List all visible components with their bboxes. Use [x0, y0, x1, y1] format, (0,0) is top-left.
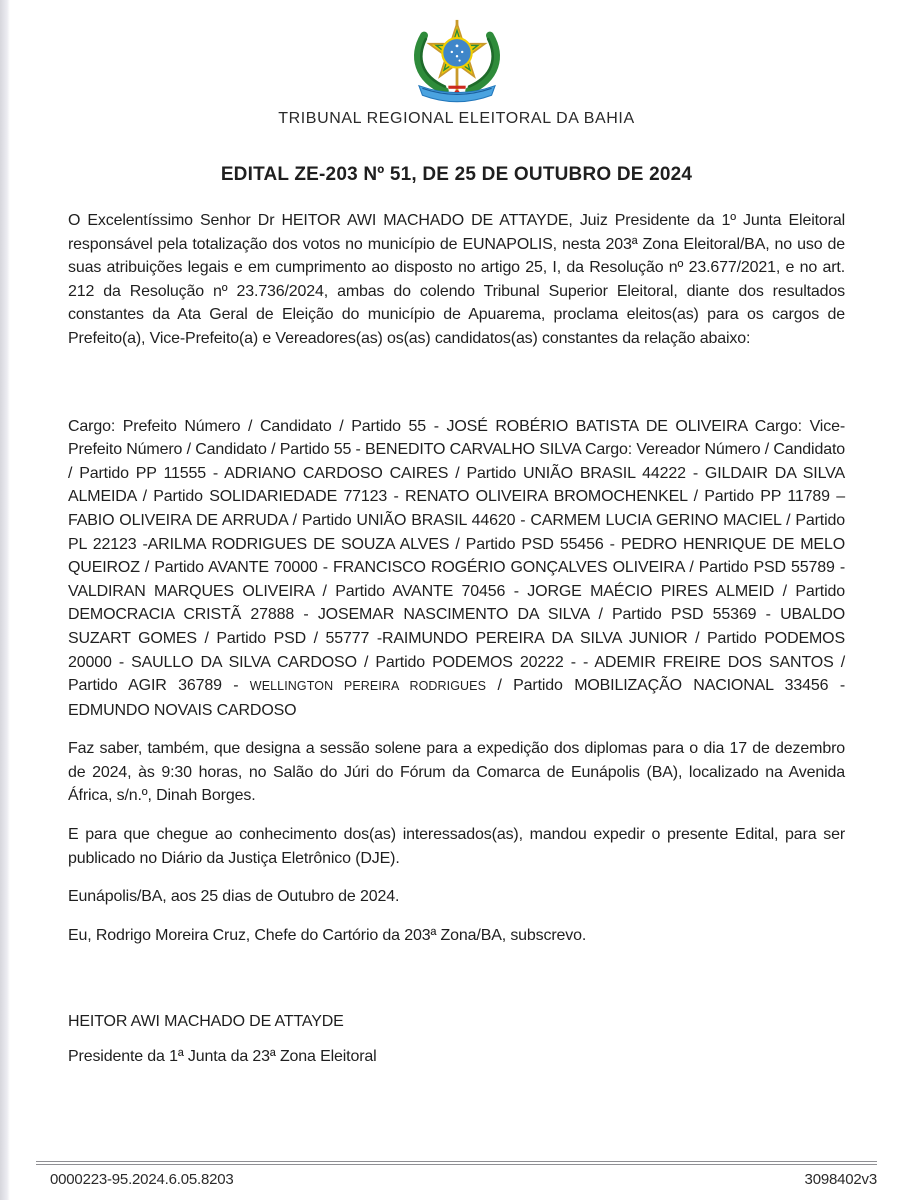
candidates-text-part3: / Partido MOBILIZAÇÃO NACIONAL 33456 - EDMUNDO NOVAIS CARDOSO — [68, 677, 846, 719]
footer — [36, 1161, 877, 1188]
process-number: 0000223-95.2024.6.05.8203 — [50, 1171, 234, 1188]
place-date-line: Eunápolis/BA, aos 25 dias de Outubro de 2024. — [68, 888, 400, 906]
clerk-line: Eu, Rodrigo Moreira Cruz, Chefe do Cartório da 203ª Zona/BA, subscrevo. — [68, 926, 587, 944]
document-version: 3098402v3 — [804, 1171, 877, 1188]
page-edge-shadow — [0, 0, 10, 1200]
document-content — [68, 0, 845, 1066]
publication-paragraph: E para que chegue ao conhecimento dos(as) interessados(as), mandou expedir o presente Edital, para ser publicado no Diário da Justiça Eletrônico (DJE). — [68, 826, 845, 867]
signatory-role: Presidente da 1ª Junta da 23ª Zona Eleitoral — [68, 1048, 377, 1066]
session-paragraph: Faz saber, também, que designa a sessão solene para a expedição dos diplomas para o dia 17 de dezembro de 2024, às 9:30 horas, no Salão do Júri do Fórum da Comarca de Eunápolis (BA), localizado na Avenida África, s/n.º, Dinah Borges. — [68, 740, 845, 805]
candidates-paragraph — [68, 415, 845, 723]
candidates-text-small-segment: WELLINGTON PEREIRA RODRIGUES — [249, 679, 487, 694]
intro-paragraph: O Excelentíssimo Senhor Dr HEITOR AWI MACHADO DE ATTAYDE, Juiz Presidente da 1º Junta Eleitoral responsável pela totalização dos votos no município de EUNAPOLIS, nesta 203ª Zona Eleitoral/BA, no uso de suas atribuições legais e em cumprimento ao disposto no artigo 25, I, da Resolução nº 23.677/2021, e no art. 212 da Resolução nº 23.736/2024, ambas do colendo Tribunal Superior Eleitoral, diante dos resultados constantes da Ata Geral de Eleição do município de Apuarema, proclama eleitos(as) para os cargos de Prefeito(a), Vice-Prefeito(a) e Vereadores(as) os(as) candidatos(as) constantes da relação abaixo: — [68, 212, 845, 347]
candidates-text-part1: Cargo: Prefeito Número / Candidato / Partido 55 - JOSÉ ROBÉRIO BATISTA DE OLIVEIRA Cargo: Vice-Prefeito Número / Candidato / Partido 55 - BENEDITO CARVALHO SILVA Cargo: Vereador Número / Candidato / Partido PP 11555 - ADRIANO CARDOSO CAIRES / Partido UNIÃO BRASIL 44222 - GILDAIR DA SILVA ALMEIDA / Partido SOLIDARIEDADE 77123 - RENATO OLIVEIRA BROMOCHENKEL / Partido PP 11789 – FABIO OLIVEIRA DE ARRUDA / Partido UNIÃO BRASIL 44620 - CARMEM LUCIA GERINO MACIEL / Partido PL 22123 -ARILMA RODRIGUES DE SOUZA ALVES / Partido PSD 55456 - PEDRO HENRIQUE DE MELO QUEIROZ / Partido AVANTE 70000 - FRANCISCO ROGÉRIO GONÇALVES OLIVEIRA / Partido PSD 55789 - VALDIRAN MARQUES OLIVEIRA / Partido AVANTE 70456 - JORGE MAÉCIO PIRES ALMEID / Partido DEMOCRACIA CRISTÃ 27888 - JOSEMAR NASCIMENTO DA SILVA / Partido PSD 55369 - UBALDO SUZART GOMES / Partido PSD / 55777 -RAIMUNDO PEREIRA DA SILVA JUNIOR / Partido PODEMOS 20000 - SAULLO DA SILVA CARDOSO / Partido PODEMOS 20222 - - ADEMIR FREIRE DOS SANTOS / Partido AGIR 36789 - — [68, 417, 845, 695]
org-name: TRIBUNAL REGIONAL ELEITORAL DA BAHIA — [278, 110, 635, 127]
brazil-coat-of-arms-logo — [405, 13, 509, 103]
document-title: EDITAL ZE-203 Nº 51, DE 25 DE OUTUBRO DE 2024 — [220, 164, 693, 185]
signatory-name: HEITOR AWI MACHADO DE ATTAYDE — [68, 1013, 344, 1031]
